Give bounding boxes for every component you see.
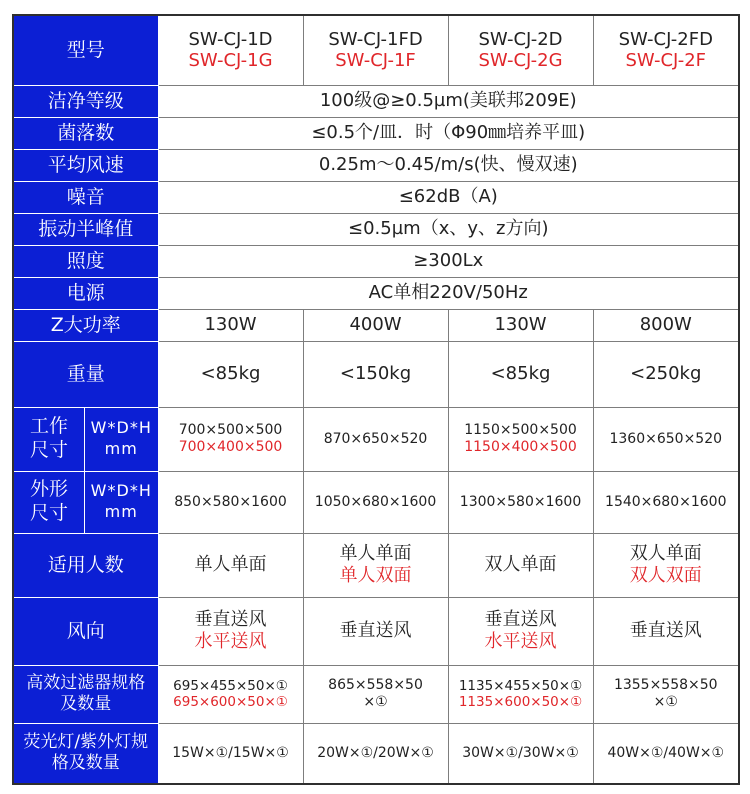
lamps-label-2: 格及数量 — [51, 753, 120, 774]
work-size-cell — [158, 407, 303, 471]
hepa-primary: 865×558×50 — [328, 677, 423, 694]
wind-direction-cell — [593, 597, 739, 665]
weight-cell: <85kg — [158, 341, 303, 407]
model-alt: SW-CJ-2G — [478, 50, 563, 72]
hepa-primary: 695×455×50×① — [173, 677, 288, 694]
power-supply-value: AC单相220V/50Hz — [158, 277, 739, 309]
lamps-cell: 40W×①/40W×① — [593, 723, 739, 784]
colonies-row — [13, 117, 739, 149]
users-cell — [303, 533, 448, 597]
outer-size-header-inner — [14, 472, 158, 533]
work-size-alt: 700×400×500 — [178, 439, 283, 455]
lamps-cell: 30W×①/30W×① — [448, 723, 593, 784]
wind-direction-primary: 垂直送风 — [484, 609, 557, 631]
hepa-cell — [448, 665, 593, 723]
work-size-cell — [448, 407, 593, 471]
max-power-cell: 800W — [593, 309, 739, 341]
hepa-cell — [303, 665, 448, 723]
max-power-cell: 130W — [158, 309, 303, 341]
users-row — [13, 533, 739, 597]
users-cell — [158, 533, 303, 597]
work-size-label — [14, 415, 84, 463]
hepa-alt: ×① — [363, 694, 388, 710]
lamps-label-1: 荧光灯/紫外灯规 — [23, 732, 149, 752]
outer-size-cell: 850×580×1600 — [158, 471, 303, 533]
weight-cell: <85kg — [448, 341, 593, 407]
model-cell-4 — [593, 15, 739, 85]
wind-speed-row — [13, 149, 739, 181]
users-cell — [448, 533, 593, 597]
max-power-cell: 400W — [303, 309, 448, 341]
outer-size-unit — [85, 481, 158, 523]
header-lamps — [13, 723, 158, 784]
work-size-primary: 1150×500×500 — [464, 422, 577, 439]
wind-direction-alt: 水平送风 — [194, 631, 267, 652]
wind-direction-cell — [158, 597, 303, 665]
max-power-cell: 130W — [448, 309, 593, 341]
header-work-size — [13, 407, 158, 471]
illuminance-value: ≥300Lx — [158, 245, 739, 277]
users-cell — [593, 533, 739, 597]
users-primary: 双人单面 — [629, 543, 702, 565]
work-size-cell — [303, 407, 448, 471]
hepa-alt: 1135×600×50×① — [458, 694, 583, 710]
wind-direction-primary: 垂直送风 — [629, 620, 702, 642]
work-size-header-inner — [14, 408, 158, 471]
header-avg-wind-speed: 平均风速 — [13, 149, 158, 181]
hepa-row — [13, 665, 739, 723]
header-weight: 重量 — [13, 341, 158, 407]
header-model: 型号 — [13, 15, 158, 85]
model-cell-3 — [448, 15, 593, 85]
header-max-power: Z大功率 — [13, 309, 158, 341]
outer-size-label-2: 尺寸 — [29, 502, 68, 524]
lamps-cell: 20W×①/20W×① — [303, 723, 448, 784]
header-outer-size — [13, 471, 158, 533]
model-cell-1 — [158, 15, 303, 85]
lamps-row — [13, 723, 739, 784]
users-alt: 双人双面 — [629, 565, 702, 586]
header-power-supply: 电源 — [13, 277, 158, 309]
model-primary: SW-CJ-2FD — [618, 28, 713, 50]
lamps-cell: 15W×①/15W×① — [158, 723, 303, 784]
header-hepa — [13, 665, 158, 723]
cleanliness-row — [13, 85, 739, 117]
dim-unit-2: mm — [104, 439, 138, 458]
wind-direction-primary: 垂直送风 — [194, 609, 267, 631]
hepa-alt: 695×600×50×① — [173, 694, 288, 710]
outer-size-cell: 1300×580×1600 — [448, 471, 593, 533]
model-primary: SW-CJ-1FD — [328, 28, 423, 50]
users-primary: 单人单面 — [339, 543, 412, 565]
users-primary: 单人单面 — [194, 554, 267, 576]
dim-unit-2: mm — [104, 502, 138, 521]
work-size-row — [13, 407, 739, 471]
colonies-value: ≤0.5个/皿．时（Φ90㎜培养平皿) — [158, 117, 739, 149]
work-size-alt: 1150×400×500 — [464, 439, 577, 455]
work-size-primary: 700×500×500 — [178, 422, 283, 439]
dim-unit-1: W*D*H — [90, 481, 152, 501]
outer-size-label — [14, 478, 84, 526]
model-alt: SW-CJ-2F — [625, 50, 707, 72]
wind-direction-cell — [303, 597, 448, 665]
noise-row — [13, 181, 739, 213]
work-size-cell — [593, 407, 739, 471]
header-vibration: 振动半峰值 — [13, 213, 158, 245]
weight-row — [13, 341, 739, 407]
weight-cell: <150kg — [303, 341, 448, 407]
hepa-label-1: 高效过滤器规格 — [26, 672, 146, 693]
hepa-cell — [593, 665, 739, 723]
header-colonies: 菌落数 — [13, 117, 158, 149]
illuminance-row — [13, 245, 739, 277]
max-power-row — [13, 309, 739, 341]
hepa-label-2: 及数量 — [60, 694, 112, 714]
wind-direction-alt: 水平送风 — [484, 631, 557, 652]
work-size-primary: 1360×650×520 — [609, 430, 723, 447]
dim-unit-1: W*D*H — [90, 418, 152, 438]
cleanliness-value: 100级@≥0.5µm(美联邦209E) — [158, 85, 739, 117]
model-alt: SW-CJ-1F — [335, 50, 416, 72]
wind-direction-primary: 垂直送风 — [339, 620, 412, 642]
outer-size-cell: 1540×680×1600 — [593, 471, 739, 533]
model-row — [13, 15, 739, 85]
header-wind-direction: 风向 — [13, 597, 158, 665]
header-cleanliness: 洁净等级 — [13, 85, 158, 117]
work-size-primary: 870×650×520 — [323, 430, 428, 447]
noise-value: ≤62dB（A) — [158, 181, 739, 213]
wind-direction-cell — [448, 597, 593, 665]
users-alt: 单人双面 — [339, 565, 412, 586]
hepa-primary: 1355×558×50 — [613, 677, 718, 694]
vibration-value: ≤0.5µm（x、y、z方向) — [158, 213, 739, 245]
hepa-primary: 1135×455×50×① — [458, 677, 583, 694]
header-noise: 噪音 — [13, 181, 158, 213]
outer-size-cell: 1050×680×1600 — [303, 471, 448, 533]
outer-size-label-1: 外形 — [29, 478, 68, 501]
model-cell-2 — [303, 15, 448, 85]
work-size-unit — [85, 418, 158, 460]
hepa-cell — [158, 665, 303, 723]
wind-speed-value: 0.25m～0.45/m/s(快、慢双速) — [158, 149, 739, 181]
model-primary: SW-CJ-1D — [188, 28, 273, 50]
work-size-label-1: 工作 — [29, 415, 68, 438]
header-illuminance: 照度 — [13, 245, 158, 277]
model-alt: SW-CJ-1G — [188, 50, 273, 72]
work-size-label-2: 尺寸 — [29, 439, 68, 461]
users-primary: 双人单面 — [484, 554, 557, 576]
hepa-alt: ×① — [653, 694, 678, 710]
spec-table — [12, 14, 740, 785]
model-primary: SW-CJ-2D — [478, 28, 563, 50]
wind-direction-row — [13, 597, 739, 665]
header-users: 适用人数 — [13, 533, 158, 597]
power-supply-row — [13, 277, 739, 309]
vibration-row — [13, 213, 739, 245]
outer-size-row — [13, 471, 739, 533]
weight-cell: <250kg — [593, 341, 739, 407]
